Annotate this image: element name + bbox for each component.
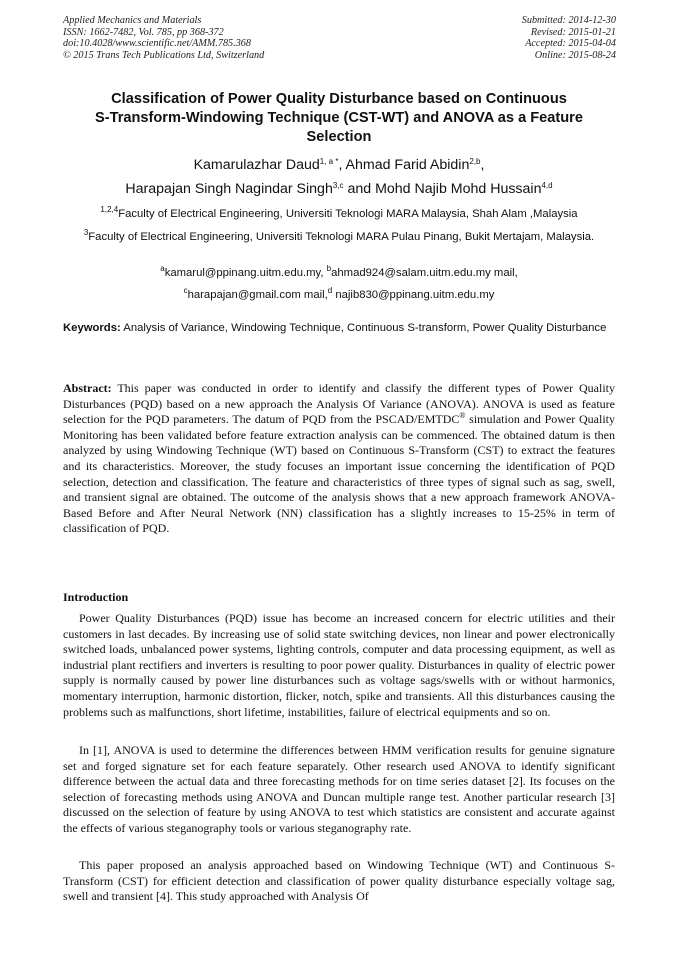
email-link[interactable]: najib830@ppinang.uitm.edu.my [332,289,495,301]
section-heading-introduction: Introduction [63,590,129,604]
author-line [63,153,615,177]
submission-dates [522,15,616,61]
author-separator: , [480,157,485,173]
affiliation [63,207,615,222]
author-name: Harapajan Singh Nagindar Singh [125,181,333,197]
affiliation-text: Faculty of Electrical Engineering, Universiti Teknologi MARA Malaysia, Shah Alam ,Malaysia [118,208,578,220]
title-line: S-Transform-Windowing Technique (CST-WT) and ANOVA as a Feature [95,110,583,126]
author-name: , Ahmad Farid Abidin [338,157,470,173]
journal-header [63,15,264,61]
email-superscript: b [326,264,332,273]
journal-copyright: © 2015 Trans Tech Publications Ltd, Switzerland [63,49,265,61]
author-superscript: 1, a * [319,157,339,166]
title-line: Classification of Power Quality Disturbance based on Continuous [111,91,567,107]
registered-mark: ® [459,411,466,421]
author-name: Kamarulazhar Daud [193,157,320,173]
email-superscript: d [327,286,333,295]
email-line [63,284,615,306]
affiliation-superscript: 1,2,4 [100,205,119,214]
keywords-label: Keywords: [63,322,121,334]
author-superscript: 2,b [469,157,481,166]
author-list [63,153,615,201]
email-link[interactable]: kamarul@ppinang.uitm.edu.my, [164,267,327,279]
author-superscript: 3,c [332,181,344,190]
email-link[interactable]: harapajan@gmail.com mail, [187,289,328,301]
affiliation [63,230,615,245]
author-name: and Mohd Najib Mohd Hussain [343,181,542,197]
author-emails [63,262,615,306]
affiliation-superscript: 3 [83,228,89,237]
journal-doi: doi:10.4028/www.scientific.net/AMM.785.368 [63,38,251,50]
body-paragraph: Power Quality Disturbances (PQD) issue has become an increased concern for electric utilities and their customers in last decades. By increasing use of solid state switching devices, non linear and power electronically switched loads, unbalanced power systems, lighting controls, computer and data processing equipment, as well as industrial plant rectifiers and inverters is resulting to poor power quality. Disturbances in quality of electric power supply is normally caused by power line disturbances such as voltage sags/swells with or without harmonics, momentary interruption, harmonic distortion, flicker, notch, spike and transients. All this disturbances causing the problems such as malfunctions, short lifetime, instabilities, failure of electrical equipments and so on. [63,611,615,719]
abstract-text: This paper was conducted in order to identify and classify the different types of Power Quality Disturbances (PQD) based on a new approach the Analysis Of Variance (ANOVA). ANOVA is used as feature selection for the PQD parameters. The datum of PQD from the PSCAD/EMTDC [63,381,615,427]
keywords-text: Analysis of Variance, Windowing Technique, Continuous S-transform, Power Quality Disturbance [120,322,607,334]
title-line: Selection [306,129,372,145]
journal-issn: ISSN: 1662-7482, Vol. 785, pp 368-372 [63,26,224,38]
journal-name: Applied Mechanics and Materials [63,15,202,26]
body-paragraph: In [1], ANOVA is used to determine the differences between HMM verification results for genuine signature set and forged signature set for each feature separately. Other research used ANOVA to identify significant difference between the actual data and three forecasting methods for on time series dataset [2]. Its focuses on the selection of forecasting methods using ANOVA and Duncan multiple range test. Another particular research [3] discussed on the selection of feature by using ANOVA to test which statistics are consistent and accurate against the effects of various steganography tools or various steganography rate. [63,743,615,835]
abstract-text: simulation and Power Quality Monitoring has been validated before feature extraction analysis can be commenced. The obtained datum is then analyzed by using Windowing Technique (WT) based on Continuous S-Transform (CST) to extract the features and its characteristics. Moreover, the study focuses an important issue concerning the identification of PQD selection, detection and classification. The feature and characteristics of three types of signal such as sag, swell, and transient signal are obtained. The outcome of the analysis shows that a new approach framework ANOVA-Based Before and After Neural Network (NN) classification has a slightly increases to 15-25% in term of classification of PQD. [63,412,615,536]
abstract-section [63,381,615,537]
email-link[interactable]: ahmad924@salam.uitm.edu.my mail, [331,267,518,279]
author-line [63,177,615,201]
accepted-date: Accepted: 2015-04-04 [525,38,616,50]
online-date: Online: 2015-08-24 [534,49,616,61]
abstract-label: Abstract: [63,381,112,395]
body-paragraph: This paper proposed an analysis approached based on Windowing Technique (WT) and Continuous S-Transform (CST) for efficient detection and classification of power quality disturbance especially voltage sag, swell and transient [4]. This study approached with Analysis Of [63,858,615,904]
paper-title [63,90,615,147]
submitted-date: Submitted: 2014-12-30 [521,15,616,26]
email-superscript: a [160,264,165,273]
email-superscript: c [183,286,188,295]
revised-date: Revised: 2015-01-21 [530,26,616,38]
keywords-section [63,321,615,337]
email-line [63,262,615,284]
author-superscript: 4,d [541,181,553,190]
affiliation-text: Faculty of Electrical Engineering, Universiti Teknologi MARA Pulau Pinang, Bukit Mertajam, Malaysia. [88,231,595,243]
